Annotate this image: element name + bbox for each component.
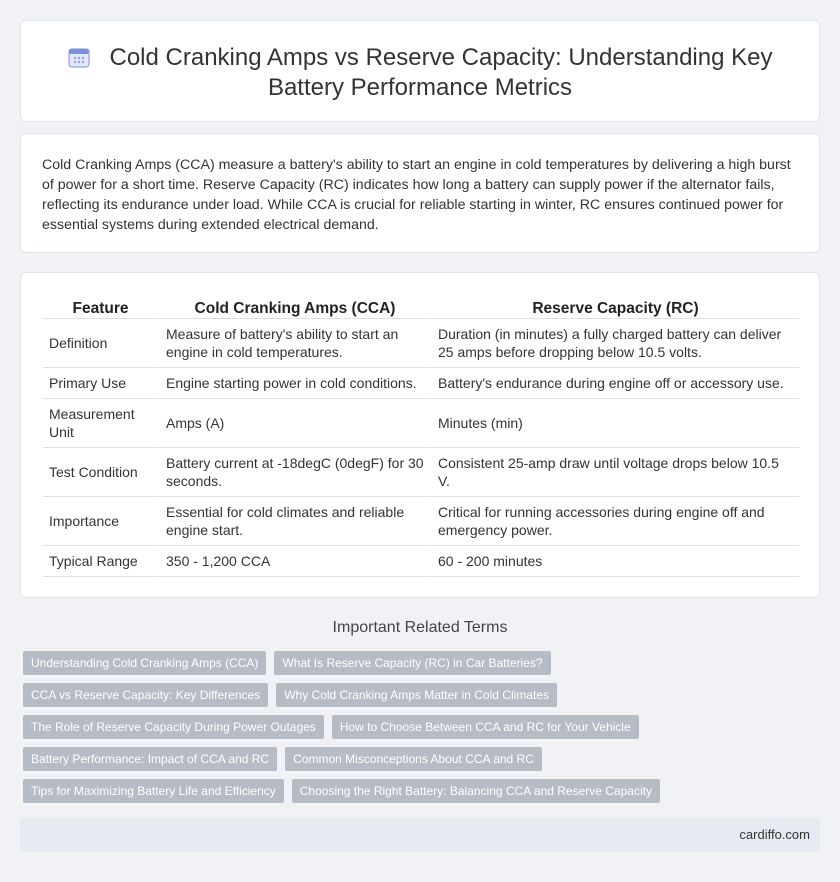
title-card <box>20 20 820 122</box>
table-row <box>43 546 799 577</box>
row-label: Definition <box>43 319 158 368</box>
related-term-tag[interactable]: CCA vs Reserve Capacity: Key Differences <box>23 683 268 707</box>
cca-cell: Engine starting power in cold conditions. <box>158 368 430 399</box>
related-terms-list <box>23 651 803 803</box>
related-term-tag[interactable]: Understanding Cold Cranking Amps (CCA) <box>23 651 266 675</box>
column-header-rc: Reserve Capacity (RC) <box>430 297 799 319</box>
comparison-table-card <box>20 272 820 598</box>
table-row <box>43 399 799 448</box>
rc-cell: Consistent 25-amp draw until voltage drops below 10.5 V. <box>430 448 799 497</box>
table-row <box>43 497 799 546</box>
cca-cell: Battery current at -18degC (0degF) for 30 seconds. <box>158 448 430 497</box>
page-title <box>61 43 779 103</box>
rc-cell: Critical for running accessories during engine off and emergency power. <box>430 497 799 546</box>
footer <box>20 818 820 852</box>
table-row <box>43 448 799 497</box>
rc-cell: Duration (in minutes) a fully charged battery can deliver 25 amps before dropping below 10.5 volts. <box>430 319 799 368</box>
row-label: Test Condition <box>43 448 158 497</box>
cca-cell: Essential for cold climates and reliable engine start. <box>158 497 430 546</box>
column-header-cca: Cold Cranking Amps (CCA) <box>158 297 430 319</box>
rc-cell: Minutes (min) <box>430 399 799 448</box>
related-term-tag[interactable]: Tips for Maximizing Battery Life and Efficiency <box>23 779 284 803</box>
related-term-tag[interactable]: The Role of Reserve Capacity During Power Outages <box>23 715 324 739</box>
page-title-text: Cold Cranking Amps vs Reserve Capacity: Understanding Key Battery Performance Metrics <box>109 44 773 101</box>
related-term-tag[interactable]: Common Misconceptions About CCA and RC <box>285 747 542 771</box>
related-term-tag[interactable]: Why Cold Cranking Amps Matter in Cold Climates <box>276 683 557 707</box>
column-header-feature: Feature <box>43 297 158 319</box>
cca-cell: Measure of battery's ability to start an engine in cold temperatures. <box>158 319 430 368</box>
row-label: Importance <box>43 497 158 546</box>
related-terms-heading: Important Related Terms <box>332 619 508 636</box>
related-term-tag[interactable]: Choosing the Right Battery: Balancing CCA and Reserve Capacity <box>292 779 660 803</box>
footer-site-link[interactable]: cardiffo.com <box>739 827 810 842</box>
related-term-tag[interactable]: What Is Reserve Capacity (RC) in Car Batteries? <box>274 651 550 675</box>
calendar-icon <box>68 46 90 68</box>
cca-cell: 350 - 1,200 CCA <box>158 546 430 577</box>
table-row <box>43 368 799 399</box>
summary-text: Cold Cranking Amps (CCA) measure a battery's ability to start an engine in cold temperatures by delivering a high burst of power for a short time. Reserve Capacity (RC) indicates how long a battery can supply power if the alternator fails, reflecting its endurance under load. While CCA is crucial for reliable starting in winter, RC ensures continued power for essential systems during extended electrical demand. <box>42 157 791 233</box>
related-term-tag[interactable]: Battery Performance: Impact of CCA and RC <box>23 747 277 771</box>
related-term-tag[interactable]: How to Choose Between CCA and RC for Your Vehicle <box>332 715 639 739</box>
summary-card <box>20 133 820 253</box>
table-header-row <box>43 297 799 319</box>
row-label: Typical Range <box>43 546 158 577</box>
comparison-table <box>43 297 799 577</box>
row-label: Primary Use <box>43 368 158 399</box>
rc-cell: 60 - 200 minutes <box>430 546 799 577</box>
cca-cell: Amps (A) <box>158 399 430 448</box>
row-label: Measurement Unit <box>43 399 158 448</box>
table-row <box>43 319 799 368</box>
rc-cell: Battery's endurance during engine off or accessory use. <box>430 368 799 399</box>
